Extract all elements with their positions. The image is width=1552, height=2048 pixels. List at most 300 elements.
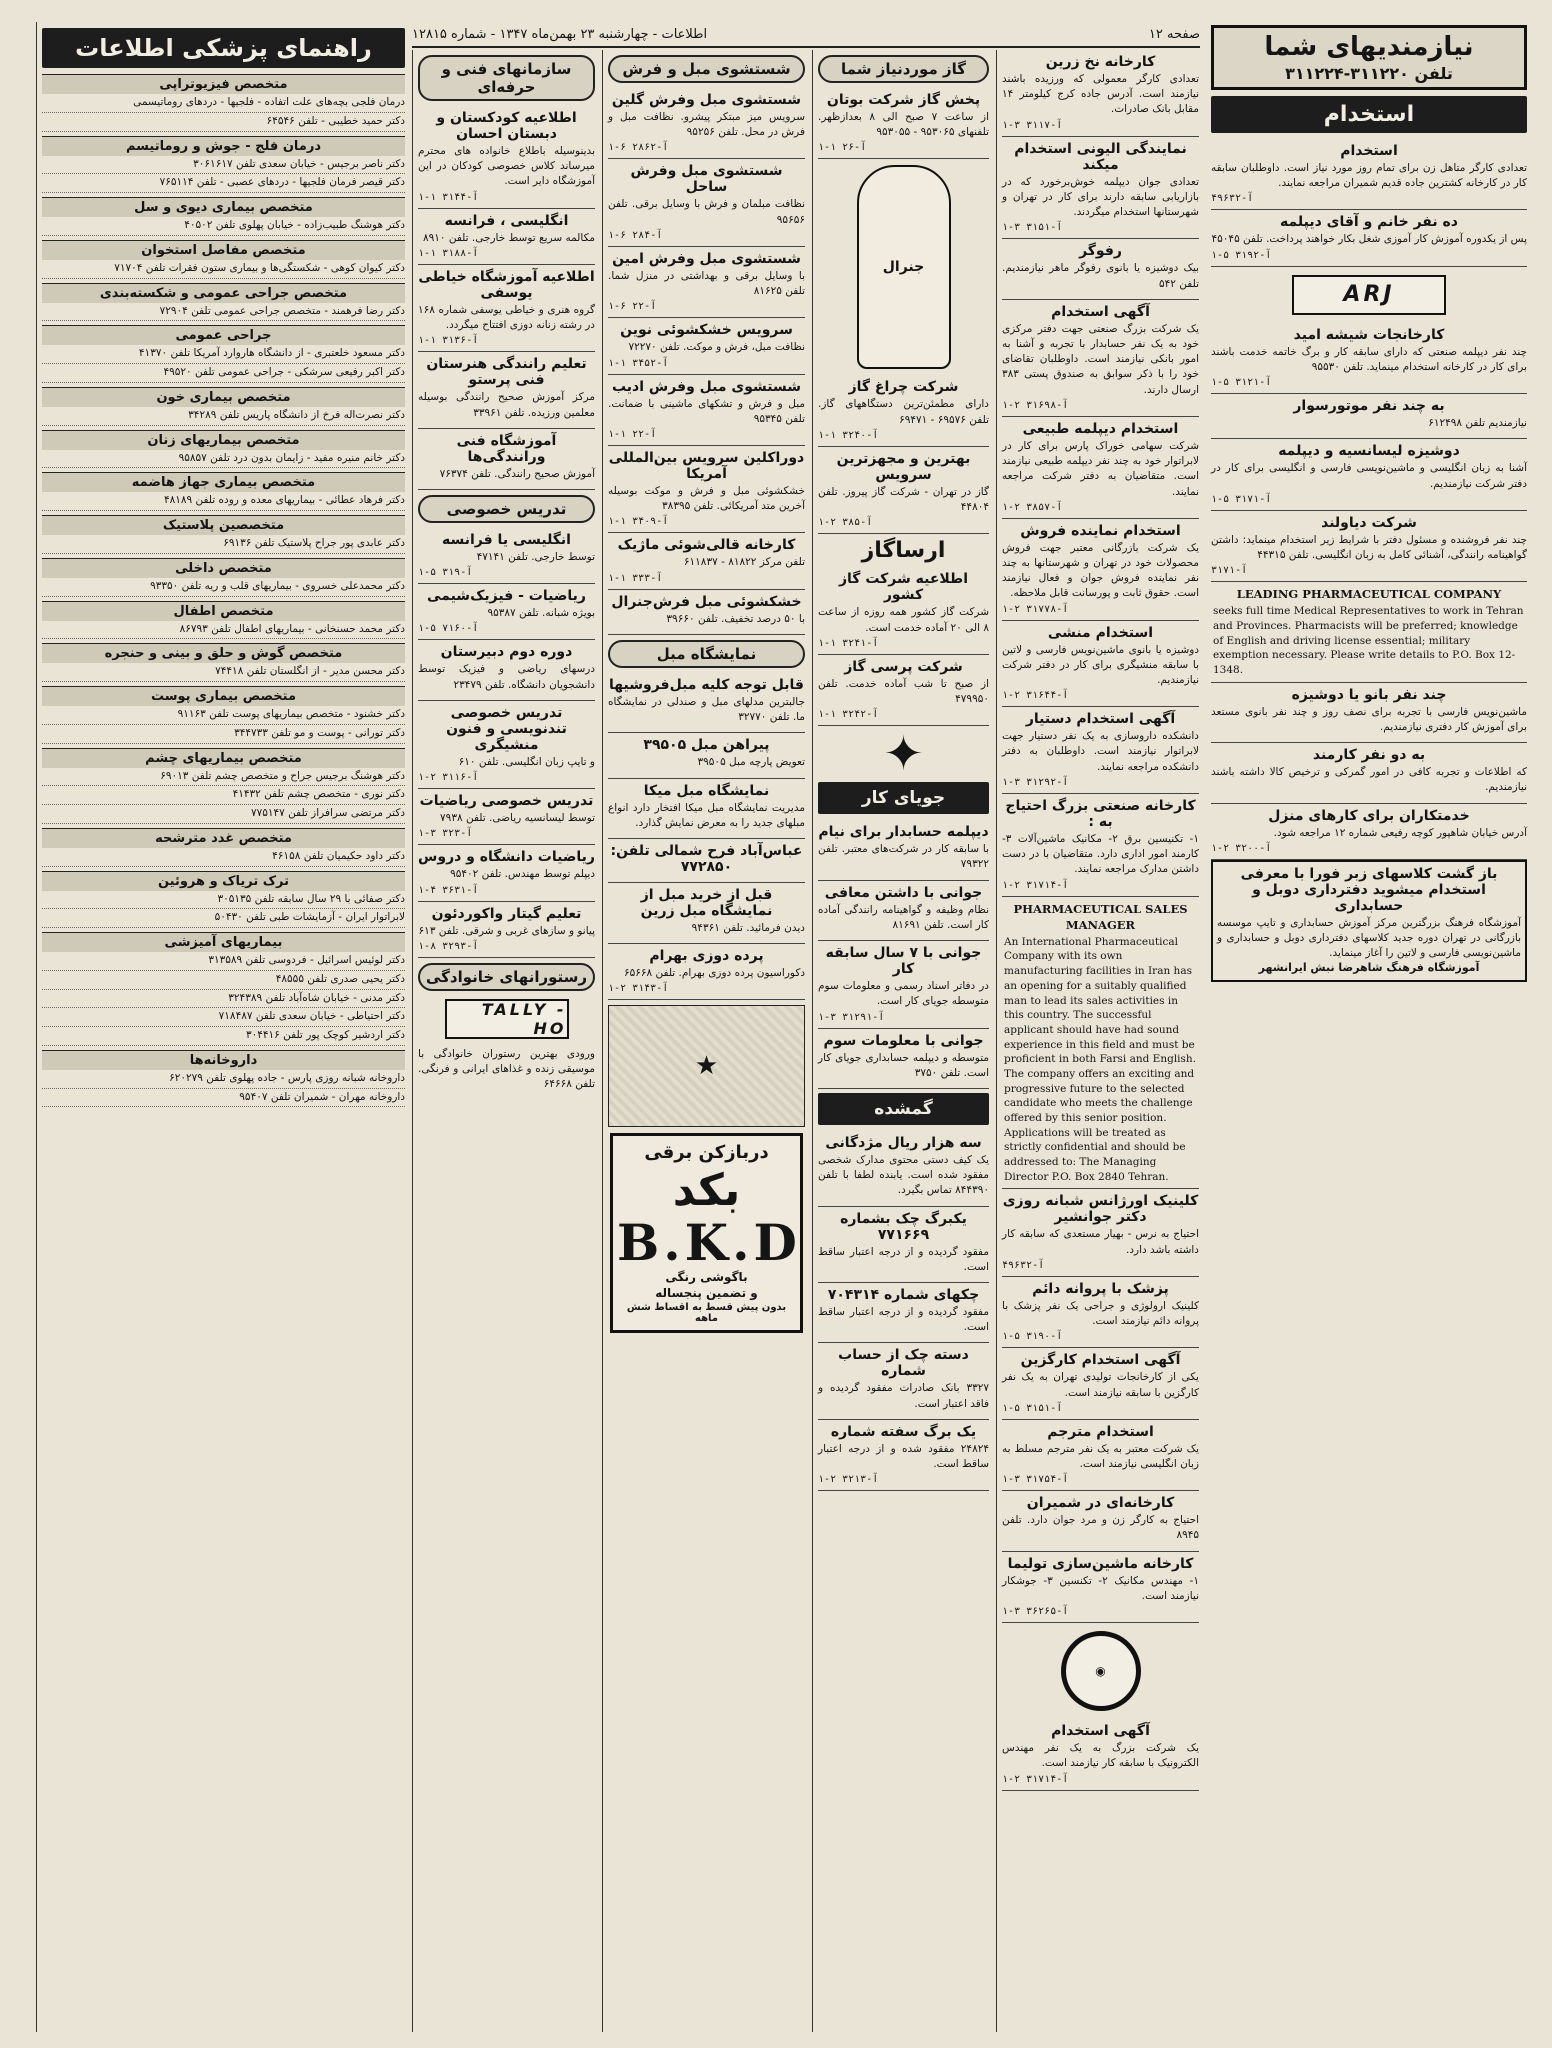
company-circle-logo: ◉ [1061,1631,1141,1711]
gas-ad-code: آ-۳۲۴۲ ۱-۱ [818,709,879,721]
hiring-ad-body: که اطلاعات و تجربه کافی در امور گمرکی و ترخیص کالا داشته باشند نیازمندیم. [1211,766,1527,794]
hiring-ad [1002,707,1199,794]
hiring-ad-title: شرکت دیاولند [1321,514,1417,531]
education-heading: سازمانهای فنی و حرفه‌ای [418,55,595,101]
lost-item-ad-body: ۲۴۸۲۴ مفقود شده و از درجه اعتبار ساقط است. [818,1442,989,1471]
hiring-ad-body: آشنا به زبان انگلیسی و ماشین‌نویسی فارسی و انگلیسی برای کار در دفتر شرکت نیازمندیم. [1211,462,1527,490]
hiring-ad-code: آ-۴۹۶۳۲ [1002,1259,1045,1271]
medical-category: متخصص بیماریهای زنان [42,430,405,450]
hiring-ad-code: آ-۳۱۶۴۴ ۲-۱ [1002,690,1069,702]
lost-item-ad [818,1283,989,1343]
medical-category: ترک تریاک و هروئین [42,871,405,891]
needs-phone: تلفن ۳۱۱۲۲۰-۳۱۱۲۲۴ [1285,64,1453,83]
showroom-ad [608,779,805,839]
newspaper-page [36,22,1532,2032]
job-seeker-ad-title: جوانی با معلومات سوم [823,1032,984,1049]
medical-category: متخصص فیزیوتراپی [42,74,405,94]
doctor-listing: دکتر محسن مدیر - از انگلستان تلفن ۷۴۴۱۸ [42,663,405,682]
bkd-top: دربازکن برقی [644,1142,769,1164]
doctor-listing: دکتر نوری - متخصص چشم تلفن ۴۱۴۳۲ [42,786,405,805]
tutor-ad-body: و تایپ زبان انگلیسی. تلفن ۶۱۰ [458,755,595,768]
hiring-ad [1211,323,1527,394]
lost-item-ad-title: دسته چک از حساب شماره [838,1347,969,1380]
hiring-ad-title: کارخانجات شیشه امید [1293,326,1445,343]
gas-ad-title: پخش گاز شرکت بوتان [826,92,981,108]
doctor-listing: دکتر محمد حسنخانی - بیماریهای اطفال تلفن ۸۶۷۹۳ [42,621,405,640]
job-seeker-ad-body: با سابقه کار در شرکت‌های معتبر. تلفن ۷۹۳۲۲ [818,843,989,871]
showroom-ad-body: جالبترین مدلهای مبل و صندلی در نمایشگاه ما. تلفن ۳۲۷۷۰ [608,695,805,724]
tutor-ad-title: دوره دوم دبیرستان [440,644,573,661]
education-ad-body: گروه هنری و خیاطی یوسفی شماره ۱۶۸ در رشته زنانه دوزی افتتاح میگردد. [418,303,595,332]
hiring-ad [1002,1491,1199,1551]
hiring-ad-body: یک شرکت بزرگ به یک نفر مهندس الکترونیک با سابقه کار نیازمند است. [1002,1742,1199,1770]
doctor-listing: دکتر هوشنگ برجیس جراح و متخصص چشم تلفن ۶۹۰۱۳ [42,768,405,787]
showroom-ad-title: پرده دوزی بهرام [649,948,764,965]
tutor-heading: تدریس خصوصی [418,495,595,523]
hiring-ad [1211,394,1527,439]
bkd-line2: و تضمین پنجساله [655,1286,758,1301]
cleaning-ad-title: کارخانه قالی‌شوئی ماژیک [617,537,796,554]
showroom-ad [608,733,805,778]
hiring-ad-code: آ-۳۱۷۵۴ ۳-۱ [1002,1474,1069,1486]
doctor-listing: دکتر داود حکیمیان تلفن ۴۶۱۵۸ [42,848,405,867]
page-number: صفحه ۱۲ [1148,26,1200,42]
gas-ad-code: آ-۲۶ ۱-۱ [818,142,867,154]
doctor-listing: دکتر ناصر برجیس - خیابان سعدی تلفن ۳۰۶۱۶۱۷ [42,156,405,175]
hiring-ad-body: آدرس خیابان شاهپور کوچه رفیعی شماره ۱۲ مراجعه شود. [1273,826,1527,839]
tutor-ad-body: بویژه شبانه. تلفن ۹۵۳۸۷ [487,607,595,620]
tutor-ad-title: تدریس خصوصی ریاضیات [419,793,594,810]
job-seeker-ad [818,941,989,1028]
cleaning-ad-code: آ-۲۸۴ ۶-۱ [608,229,663,241]
hiring-ad-code: آ-۳۱۹۲ ۵-۱ [1211,249,1272,261]
doctor-listing: دکتر قیصر فرمان فلجیها - دردهای عصبی - تلفن ۷۶۵۱۱۴ [42,174,405,193]
education-ad [418,106,595,209]
hiring-ad [1211,743,1527,803]
hiring-ad-body: شرکت سهامی خوراک پارس برای کار در لابراتوار خود به چند نفر دیپلمه طبیعی نیازمند است. متقاضیان به دفتر شرکت مراجعه نمایند. [1002,439,1199,498]
tutor-ad-code: آ-۷۱۶۰ ۵-۱ [418,623,479,635]
education-ad-title: آموزشگاه فنی ورانندگی‌ها [456,432,557,465]
cleaning-ad [608,318,805,374]
hiring-ad [1002,1719,1199,1790]
lost-item-ad-title: چکهای شماره ۷۰۴۳۱۴ [827,1287,980,1304]
hiring-ad-body: تعدادی کارگر معمولی که ورزیده باشند نیازمند است. آدرس جاده کرج کیلومتر ۱۴ مقابل بانک صادرات. [1002,73,1199,116]
hiring-ad [1002,1420,1199,1491]
needs-column [1206,22,1532,2032]
lost-item-ad-body: مفقود گردیده و از درجه اعتبار ساقط است. [818,1306,989,1334]
hiring-heading: استخدام [1211,96,1527,133]
education-ad-code: آ-۳۱۸۸ ۱-۱ [418,247,479,259]
family-body: ورودی بهترین رستوران خانوادگی با موسیقی زنده و غذاهای ایرانی و فرنگی. تلفن ۶۴۶۶۸ [418,1047,595,1091]
course-ad [1211,860,1527,983]
cleaning-column [602,50,810,2032]
english-ad-title: LEADING PHARMACEUTICAL COMPANY [1236,587,1502,602]
gas-ad-code: آ-۳۲۴۰ ۱-۱ [818,429,879,441]
showroom-ad-code: آ-۳۱۴۳ ۲-۱ [608,983,669,995]
hiring-ad-body: دوشیزه یا بانوی ماشین‌نویس فارسی و لاتین با سابقه منشیگری برای کار در دفتر شرکت نیازمندیم. [1002,643,1199,687]
tutor-ad-title: تدریس خصوصی تندنویسی و فنون منشیگری [446,704,567,753]
showroom-ad-body: دیدن فرمائید. تلفن ۹۴۳۶۱ [691,921,805,934]
showroom-ad-body: دکوراسیون پرده دوزی بهرام. تلفن ۶۵۶۶۸ [623,967,805,980]
cleaning-ad [608,88,805,159]
lost-item-ad [818,1420,989,1491]
job-seeker-ad-body: متوسطه و دیپلمه حسابداری جویای کار است. تلفن ۳۷۵۰ [818,1051,989,1079]
hiring-ad-title: استخدام مترجم [1047,1423,1154,1440]
medical-category: متخصص بیماریهای چشم [42,748,405,768]
hiring-ad-body: احتیاج به کارگر زن و مرد جوان دارد. تلفن ۸۹۴۵ [1002,1514,1199,1542]
tutor-ad-title: ریاضیات - فیزیک‌شیمی [427,588,586,605]
hiring-ad-code: آ-۳۸۵۷ ۲-۱ [1002,501,1063,513]
gas-bottle-icon [857,165,951,369]
medical-category: متخصص داخلی [42,558,405,578]
hiring-ad-body: دانشکده داروسازی به یک نفر دستیار جهت لابراتوار نیازمند است. داوطلبان به دفتر دانشکده مراجعه نمایند. [1002,730,1199,773]
showroom-ad [608,944,805,1000]
pin-mascot-icon: ✦ [883,726,924,783]
education-ad [418,209,595,265]
job-seeker-ad [818,820,989,880]
showroom-heading: نمایشگاه مبل [608,640,805,668]
hiring-ad-title: ده نفر خانم و آقای دیپلمه [1280,214,1458,231]
needs-title: نیازمندیهای شما [1264,32,1474,62]
education-ad [418,265,595,352]
medical-guide-title: راهنمای پزشکی اطلاعات [42,28,405,68]
hiring-ad [1211,683,1527,743]
gas-ad-title: شرکت چراغ گاز [848,379,959,396]
medical-category: متخصص جراحی عمومی و شکسته‌بندی [42,283,405,303]
hiring-ad-code: آ-۳۱۲۱ ۵-۱ [1211,377,1272,389]
education-ad-body: بدینوسیله باطلاع خانواده های محترم میرساند کلاس خصوصی کودکان در این آموزشگاه دایر است. [418,145,595,188]
hiring-ad-body: بیک دوشیزه یا بانوی رفوگر ماهر نیازمندیم. تلفن ۵۴۲ [1002,262,1199,290]
hiring-ad-code: آ-۴۹۶۳۲ [1211,193,1254,205]
hiring-ad [1002,300,1199,417]
hiring-ad [1211,210,1527,266]
hiring-ad [1211,139,1527,210]
tutor-ad-body: درسهای ریاضی و فیزیک توسط دانشجویان دانشگاه. تلفن ۲۳۴۷۹ [418,663,595,691]
doctor-listing: دکتر خانم منیره مفید - زایمان بدون درد تلفن ۹۵۸۵۷ [42,450,405,469]
doctor-listing: دکتر رضا فرهمند - متخصص جراحی عمومی تلفن ۷۲۹۰۴ [42,303,405,322]
cleaning-ad-code: آ-۳۳۳ ۱-۱ [608,572,663,584]
job-seeker-ad-title: دیپلمه حسابدار برای نیام [818,824,989,841]
hiring-ad-title: استخدام دیپلمه طبیعی [1022,420,1179,437]
gas-ad-body: دارای مطمئن‌ترین دستگاههای گاز. تلفن ۶۹۵۷۶ - ۶۹۴۷۱ [818,398,989,426]
lost-heading: گمشده [818,1093,989,1125]
showroom-ad [608,883,805,944]
doctor-listing: لابراتوار ایران - آزمایشات طبی تلفن ۵۰۴۳۰ [42,909,405,928]
hiring-ad-code: آ-۳۱۵۱ ۵-۱ [1002,1402,1063,1414]
cleaning-ad-code: آ-۲۲ ۱-۱ [608,428,657,440]
hiring-ad-title: کارخانه ماشین‌سازی تولیما [1007,1555,1194,1572]
gas-heading: گاز موردنیاز شما [818,55,989,83]
doctor-listing: دکتر عابدی پور جراح پلاستیک تلفن ۶۹۱۳۶ [42,535,405,554]
tutor-ad-code: آ-۳۲۹۳ ۸-۱ [418,940,479,952]
tutor-ad-code: آ-۳۱۱۶ ۲-۱ [418,772,479,784]
cleaning-heading: شستشوی مبل و فرش [608,55,805,83]
tutor-ad [418,640,595,700]
bkd-word: بکد [672,1165,741,1217]
lost-item-ad-code: آ-۳۲۱۳ ۲-۱ [818,1474,879,1486]
tally-ho-logo: TALLY - HO [445,999,569,1039]
hiring-ad [1002,417,1199,519]
medical-category: متخصص گوش و حلق و بینی و حنجره [42,643,405,663]
job-seeker-ad-title: جوانی با داشتن معافی [824,884,983,901]
medical-category: متخصصین پلاستیک [42,515,405,535]
job-seeker-ad-code: آ-۳۱۲۹۱ ۳-۱ [818,1011,885,1023]
hiring-ad [1211,804,1527,860]
hiring-ad-title: رفوگر [1079,243,1122,260]
hiring-ad-title: چند نفر بانو یا دوشیزه [1291,686,1447,703]
course-title: باز گشت کلاسهای زبر فورا با معرفی استخدام میشوید دفترداری دوبل و حسابداری [1240,865,1498,914]
hiring-ad [1002,519,1199,621]
bkd-ad [610,1133,803,1333]
cleaning-ad [608,446,805,533]
hiring-ad-title: به دو نفر کارمند [1312,747,1426,764]
ads-column-2 [996,50,1204,2032]
english-ad-body: seeks full time Medical Representatives to work in Tehran and Provinces. Pharmacists will be preferred; knowledge of English and driving license essential; military exemption necessary. Please write details to P.O. Box 12-1348. [1213,605,1524,677]
lost-item-ad-title: سه هزار ریال مژدگانی [825,1134,982,1151]
arj-logo: ARJ [1292,275,1446,315]
hiring-ad-code: آ-۳۱۷۱۴ ۲-۱ [1002,1773,1069,1785]
tutor-ad [418,528,595,584]
tutor-ad [418,902,595,958]
hiring-ad-title: پزشک با پروانه دائم [1032,1280,1169,1297]
gas-ad-title: بهترین و مجهزترین سرویس [836,450,971,483]
education-ad-body: مرکز آموزش صحیح رانندگی بوسیله معلمین ورزیده. تلفن ۳۳۹۶۱ [418,391,595,419]
hiring-ad-code: آ-۳۱۷۷۸ ۲-۱ [1002,603,1069,615]
hiring-ad-title: استخدام منشی [1047,624,1154,641]
gas-column [812,50,994,2032]
job-seeker-ad [818,1029,989,1089]
tutor-ad-code: آ-۳۲۳ ۳-۱ [418,828,473,840]
lost-item-ad [818,1207,989,1283]
hiring-ad-code: آ-۳۲۰۰ ۲-۱ [1211,842,1272,854]
hiring-ad-title: کارخانه نخ زرین [1045,54,1156,70]
hiring-ad-body: تعدادی کارگر متاهل زن برای تمام روز مورد نیاز است. داوطلبان سابقه کار در کارخانه کشترین جاده قدیم شمیران مراجعه نمایند. [1211,162,1527,190]
medical-category: بیماریهای آمیزشی [42,932,405,952]
tutor-ad-body: پیانو و سازهای غربی و شرقی. تلفن ۶۱۳ [418,924,595,937]
medical-category: متخصص بیماری دیوی و سل [42,197,405,217]
education-ad-title: تعلیم رانندگی هنرستان فنی پرستو [426,356,587,389]
cleaning-ad-title: خشکشوئی مبل فرش‌جنرال [611,593,802,610]
tutor-ad [418,701,595,789]
hiring-ad [1002,1348,1199,1419]
medical-category: متخصص مفاصل استخوان [42,240,405,260]
cleaning-ad-title: دوراکلین سرویس بین‌المللی آمریکا [608,449,805,482]
hiring-ad [1002,137,1199,240]
lost-item-ad [818,1343,989,1419]
hiring-ad-code: آ-۳۱۷۱ [1211,565,1248,577]
job-seeker-ad-body: در دفاتر اسناد رسمی و معلومات سوم متوسطه جویای کار است. [818,980,989,1008]
jobs-heading: جویای کار [818,782,989,814]
gas-bottle-label: جنرال [882,259,925,276]
tutor-ad [418,584,595,640]
cleaning-ad-code: آ-۲۸۶۲ ۶-۱ [608,142,669,154]
education-ad-title: انگلیسی ، فرانسه [444,212,569,229]
hiring-ad-code: آ-۳۱۲۹۲ ۳-۱ [1002,776,1069,788]
hiring-ad [1002,1189,1199,1276]
doctor-listing: دکتر اکبر رفیعی سرشکی - جراحی عمومی تلفن ۴۹۵۲۰ [42,364,405,383]
gas-ad [818,447,989,534]
page-header [412,22,1200,48]
hiring-ad-body: تعدادی جوان دیپلمه خوش‌برخورد که در بازاریابی سابقه دارند برای کار در تهران و شهرستانها استخدام میگردند. [1002,175,1199,219]
tutor-ad [418,845,595,901]
showroom-ad-body: تعویض پارچه مبل ۳۹۵۰۵ [697,756,805,769]
gas-ad-body: از ساعت ۷ صبح الی ۸ بعدازظهر. تلفنهای ۹۵۳۰۶۵ - ۹۵۳۰۵۵ [818,111,989,139]
lost-item-ad-body: مفقود گردیده و از درجه اعتبار ساقط است. [818,1245,989,1273]
tutor-ad-code: آ-۳۶۳۱ ۴-۱ [418,884,479,896]
lost-item-ad-body: ۳۳۲۷ بانک صادرات مفقود گردیده و فاقد اعتبار است. [818,1382,989,1410]
doctor-listing: دکتر صفائی با ۲۹ سال سابقه تلفن ۳۰۵۱۳۵ [42,891,405,910]
job-seeker-ad [818,881,989,941]
gas-ad [818,375,989,446]
gas-ad [818,88,989,159]
education-ad-code: آ-۳۱۳۶ ۱-۱ [418,335,479,347]
hiring-ad-title: آگهی استخدام کارگزین [1020,1352,1181,1369]
hiring-ad-code: آ-۳۱۷۱۴ ۲-۱ [1002,879,1069,891]
hiring-ad-title: استخدام [1340,143,1398,159]
hiring-ad-body: نیازمندیم تلفن ۶۱۲۴۹۸ [1428,417,1527,430]
hiring-ad-code: آ-۳۱۱۷ ۳-۱ [1002,119,1063,131]
cleaning-ad [608,159,805,246]
cleaning-ad-code: آ-۳۴۰۹ ۱-۱ [608,516,669,528]
cleaning-ad-body: نظافت مبل، فرش و موکت. تلفن ۷۲۲۷۰ [628,341,805,354]
doctor-listing: دکتر خشنود - متخصص بیماریهای پوست تلفن ۹۱۱۶۳ [42,706,405,725]
tutor-ad-body: توسط خارجی. تلفن ۴۷۱۴۱ [476,550,595,563]
cleaning-ad-body: با ۵۰ درصد تخفیف. تلفن ۳۹۶۶۰ [666,612,805,625]
hiring-ad-title: نمایندگی الیونی استخدام میکند [1014,140,1187,173]
cleaning-ad-code: آ-۲۲ ۶-۱ [608,301,657,313]
education-ad-code: آ-۳۱۴۴ ۱-۱ [418,191,479,203]
hiring-ad-body: یکی از کارخانجات تولیدی تهران به یک نفر کارگزین با سابقه نیازمند است. [1002,1371,1199,1399]
hiring-ad-body: ۱- تکنیسین برق ۲- مکانیک ماشین‌آلات ۳- کارمند امور اداری دارد. متقاضیان با در دست داشتن مدارک مراجعه نمایند. [1002,832,1199,876]
hiring-ad-body: چند نفر دیپلمه صنعتی که دارای سابقه کار و برگ خاتمه خدمت باشند برای کار در کارخانه استخدام مینماید. تلفن ۹۵۵۳۰ [1211,345,1527,373]
lost-item-ad-title: یکبرگ چک بشماره ۷۷۱۶۶۹ [840,1210,967,1243]
showroom-ad [608,673,805,733]
job-seeker-ad-body: نظام وظیفه و گواهینامه رانندگی آماده کار است. تلفن ۸۱۶۹۱ [818,903,989,931]
cleaning-ad-title: سرویس خشکشوئی نوین [620,322,793,339]
gas-ad-body: گاز در تهران - شرکت گاز پیروز. تلفن ۴۴۸۰۴ [818,485,989,514]
cleaning-ad [608,375,805,446]
hiring-ad-body: احتیاج به نرس - بهیار مستعدی که سابقه کار داشته باشد دارد. [1002,1228,1199,1256]
gas-ad-code: آ-۳۲۴۱ ۱-۱ [818,637,879,649]
tutor-ad-body: توسط لیسانسیه ریاضی. تلفن ۷۹۳۸ [440,812,595,825]
showroom-ad-title: قبل از خرید مبل از نمایشگاه مبل زرین [640,886,773,919]
gas-ad-body: شرکت گاز کشور همه روزه از ساعت ۸ الی ۲۰ آماده خدمت است. [818,606,989,634]
cleaning-ad-title: شستشوی مبل وفرش امین [612,250,801,267]
bkd-line3: بدون پیش قسط به اقساط شش ماهه [626,1302,787,1325]
hiring-ad-title: کارخانه صنعتی بزرگ احتیاج به : [1005,797,1196,830]
medical-category: متخصص بیماری جهاز هاضمه [42,472,405,492]
course-footer: آموزشگاه فرهنگ شاهرضا نبش ایرانشهر [1258,961,1480,975]
doctor-listing: دکتر نصرت‌اله فرخ از دانشگاه پاریس تلفن ۳۴۲۸۹ [42,407,405,426]
cleaning-ad-body: مبل و فرش و تشکهای ماشینی با ضمانت. تلفن ۹۵۳۴۵ [608,397,805,425]
english-sales-title: PHARMACEUTICAL SALES MANAGER [1013,901,1188,932]
english-ad [1211,582,1527,683]
doctor-listing: درمان فلجی بچه‌های علت اتفاده - فلجیها - دردهای روماتیسمی [42,94,405,113]
gas-ad-title: اطلاعیه شرکت گاز کشور [838,571,969,604]
hiring-ad-title: به چند نفر موتورسوار [1293,398,1445,415]
hiring-ad-title: استخدام نماینده فروش [1020,522,1181,539]
doctor-listing: دکتر کیوان کوهی - شکستگی‌ها و بیماری ستون فقرات تلفن ۷۱۷۰۴ [42,260,405,279]
medical-category: داروخانه‌ها [42,1050,405,1070]
medical-guide-column [36,22,410,2032]
lamp-icon: ★ [608,1005,805,1127]
medical-category: جراحی عمومی [42,325,405,345]
bkd-line1: باگوشی رنگی [665,1270,748,1285]
education-column [412,50,600,2032]
cleaning-ad-title: شستشوی مبل وفرش گلین [611,92,802,108]
education-ad-body: مکالمه سریع توسط خارجی. تلفن ۸۹۱۰ [422,231,595,244]
medical-category: متخصص بیماری پوست [42,686,405,706]
tutor-ad-title: تعلیم گیتار واکوردئون [431,905,582,922]
english-sales-body: An International Pharmaceutical Company with its own manufacturing facilities in Iran has an opening for a suitably qualified man to lead its sales activities in this country. The successful applicant should have had sound experience in this field and must be proficient in both Farsi and English. The company offers an exciting and progressive future to the selected candidate who meets the challenge offered by this senior position. Applications will be treated as strictly confidential and should be addressed to: The Managing Director P.O. Box 2840 Tehran. [1004,935,1197,1183]
doctor-listing: دکتر مرتضی سرافراز تلفن ۷۷۵۱۴۷ [42,805,405,824]
hiring-ad-title: دوشیزه لیسانسیه و دیپلمه [1278,443,1460,460]
tutor-ad-title: ریاضیات دانشگاه و دروس [418,849,595,866]
cleaning-ad-title: شستشوی مبل وفرش ادیب [611,378,802,395]
job-seeker-ad-title: جوانی با ۷ سال سابقه کار [825,945,982,978]
medical-category: درمان فلج - جوش و روماتیسم [42,136,405,156]
cleaning-ad-body: با وسایل برقی و بهداشتی در منزل شما. تلفن ۸۱۶۲۵ [608,269,805,298]
showroom-ad-body: مدیریت نمایشگاه مبل میکا افتخار دارد انواع مبلهای جدید را به معرض نمایش گذارد. [608,801,805,829]
tutor-ad [418,789,595,845]
hiring-ad-code: آ-۳۱۶۹۸ ۲-۱ [1002,399,1069,411]
lost-item-ad [818,1131,989,1207]
hiring-ad-title: کارخانه‌ای در شمیران [1026,1495,1175,1512]
hiring-ad-body: چند نفر فروشنده و مسئول دفتر با شرایط زیر استخدام مینماید: داشتن گواهینامه رانندگی، آشنائی کامل به زبان انگلیسی. تلفن ۴۴۳۱۵ [1211,533,1527,561]
education-ad-title: اطلاعیه کودکستان و دبستان احسان [436,110,577,142]
hiring-ad-body: ماشین‌نویس فارسی با تجربه برای نصف روز و چند نفر بانوی مستعد برای آموزش کار دفتری نیازمندیم. [1211,705,1527,733]
arsagaz-logo: ارساگاز [861,538,946,564]
doctor-listing: دکتر تورانی - پوست و مو تلفن ۳۴۴۷۳۳ [42,725,405,744]
hiring-ad-body: کلینیک ارولوژی و جراحی یک نفر پزشک با پروانه دائم نیازمند است. [1002,1299,1199,1328]
hiring-ad-body: یک شرکت معتبر به یک نفر مترجم مسلط به زبان انگلیسی نیازمند است. [1002,1442,1199,1470]
medical-category: متخصص اطفال [42,601,405,621]
hiring-ad-code: آ-۳۱۵۱ ۳-۱ [1002,222,1063,234]
tutor-ad-body: دیپلم توسط مهندس. تلفن ۹۵۴۰۲ [450,868,595,881]
cleaning-ad-code: آ-۳۴۵۲ ۱-۱ [608,357,669,369]
medical-category: متخصص بیماری خون [42,387,405,407]
hiring-ad [1002,1277,1199,1348]
cleaning-ad-body: نظافت مبلمان و فرش با وسایل برقی. تلفن ۹۵۶۵۶ [608,198,805,226]
family-heading: رستورانهای خانوادگی [418,963,595,991]
showroom-ad-title: پیراهن مبل ۳۹۵۰۵ [643,737,770,754]
doctor-listing: دکتر هوشنگ طبیب‌زاده - خیابان پهلوی تلفن ۴۰۵۰۲ [42,217,405,236]
hiring-ad [1211,511,1527,582]
doctor-listing: دکتر اردشیر کوچک پور تلفن ۳۰۴۴۱۶ [42,1027,405,1046]
cleaning-ad [608,533,805,589]
doctor-listing: دکتر محمدعلی خسروی - بیماریهای قلب و ریه تلفن ۹۳۳۵۰ [42,578,405,597]
course-body: آموزشگاه فرهنگ بزرگترین مرکز آموزش حسابداری و تایپ موسسه بازرگانی در تهران دوره جدید کلاسهای دفترداری دوبل و حسابداری و ماشین‌نویسی فارسی و لاتین را آغاز مینماید. [1217,916,1521,960]
hiring-ad-code: آ-۳۶۲۶۵ ۳-۱ [1002,1606,1069,1618]
cleaning-ad [608,590,805,635]
gas-ad [818,655,989,726]
hiring-ad-body: پس از یکدوره آموزش کار آموزی شغل بکار خواهند پرداخت. تلفن ۴۵۰۴۵ [1211,233,1527,246]
education-ad [418,429,595,490]
doctor-listing: داروخانه شبانه روزی پارس - جاده پهلوی تلفن ۶۲۰۲۷۹ [42,1070,405,1089]
tutor-ad-code: آ-۳۱۹ ۵-۱ [418,567,473,579]
showroom-ad-title: عباس‌آباد فرح شمالی تلفن: ۷۷۲۸۵۰ [610,842,803,875]
doctor-listing: دکتر مدنی - خیابان شاه‌آباد تلفن ۳۲۴۳۸۹ [42,990,405,1009]
dateline: اطلاعات - چهارشنبه ۲۳ بهمن‌ماه ۱۳۴۷ - شماره ۱۲۸۱۵ [412,26,708,42]
medical-category: متخصص غدد مترشحه [42,828,405,848]
hiring-ad [1211,439,1527,510]
doctor-listing: دکتر مسعود خلعتبری - از دانشگاه هاروارد آمریکا تلفن ۴۱۳۷۰ [42,345,405,364]
gas-ad-title: شرکت پرسی گاز [844,658,963,675]
doctor-listing: داروخانه مهران - شمیران تلفن ۹۵۴۰۷ [42,1089,405,1108]
tutor-ad-title: انگلیسی یا فرانسه [442,531,571,548]
cleaning-ad-title: شستشوی مبل وفرش ساحل [630,163,783,196]
cleaning-ad-body: خشکشوئی مبل و فرش و موکت بوسیله آخرین متد آمریکائی. تلفن ۳۸۳۹۵ [608,484,805,513]
